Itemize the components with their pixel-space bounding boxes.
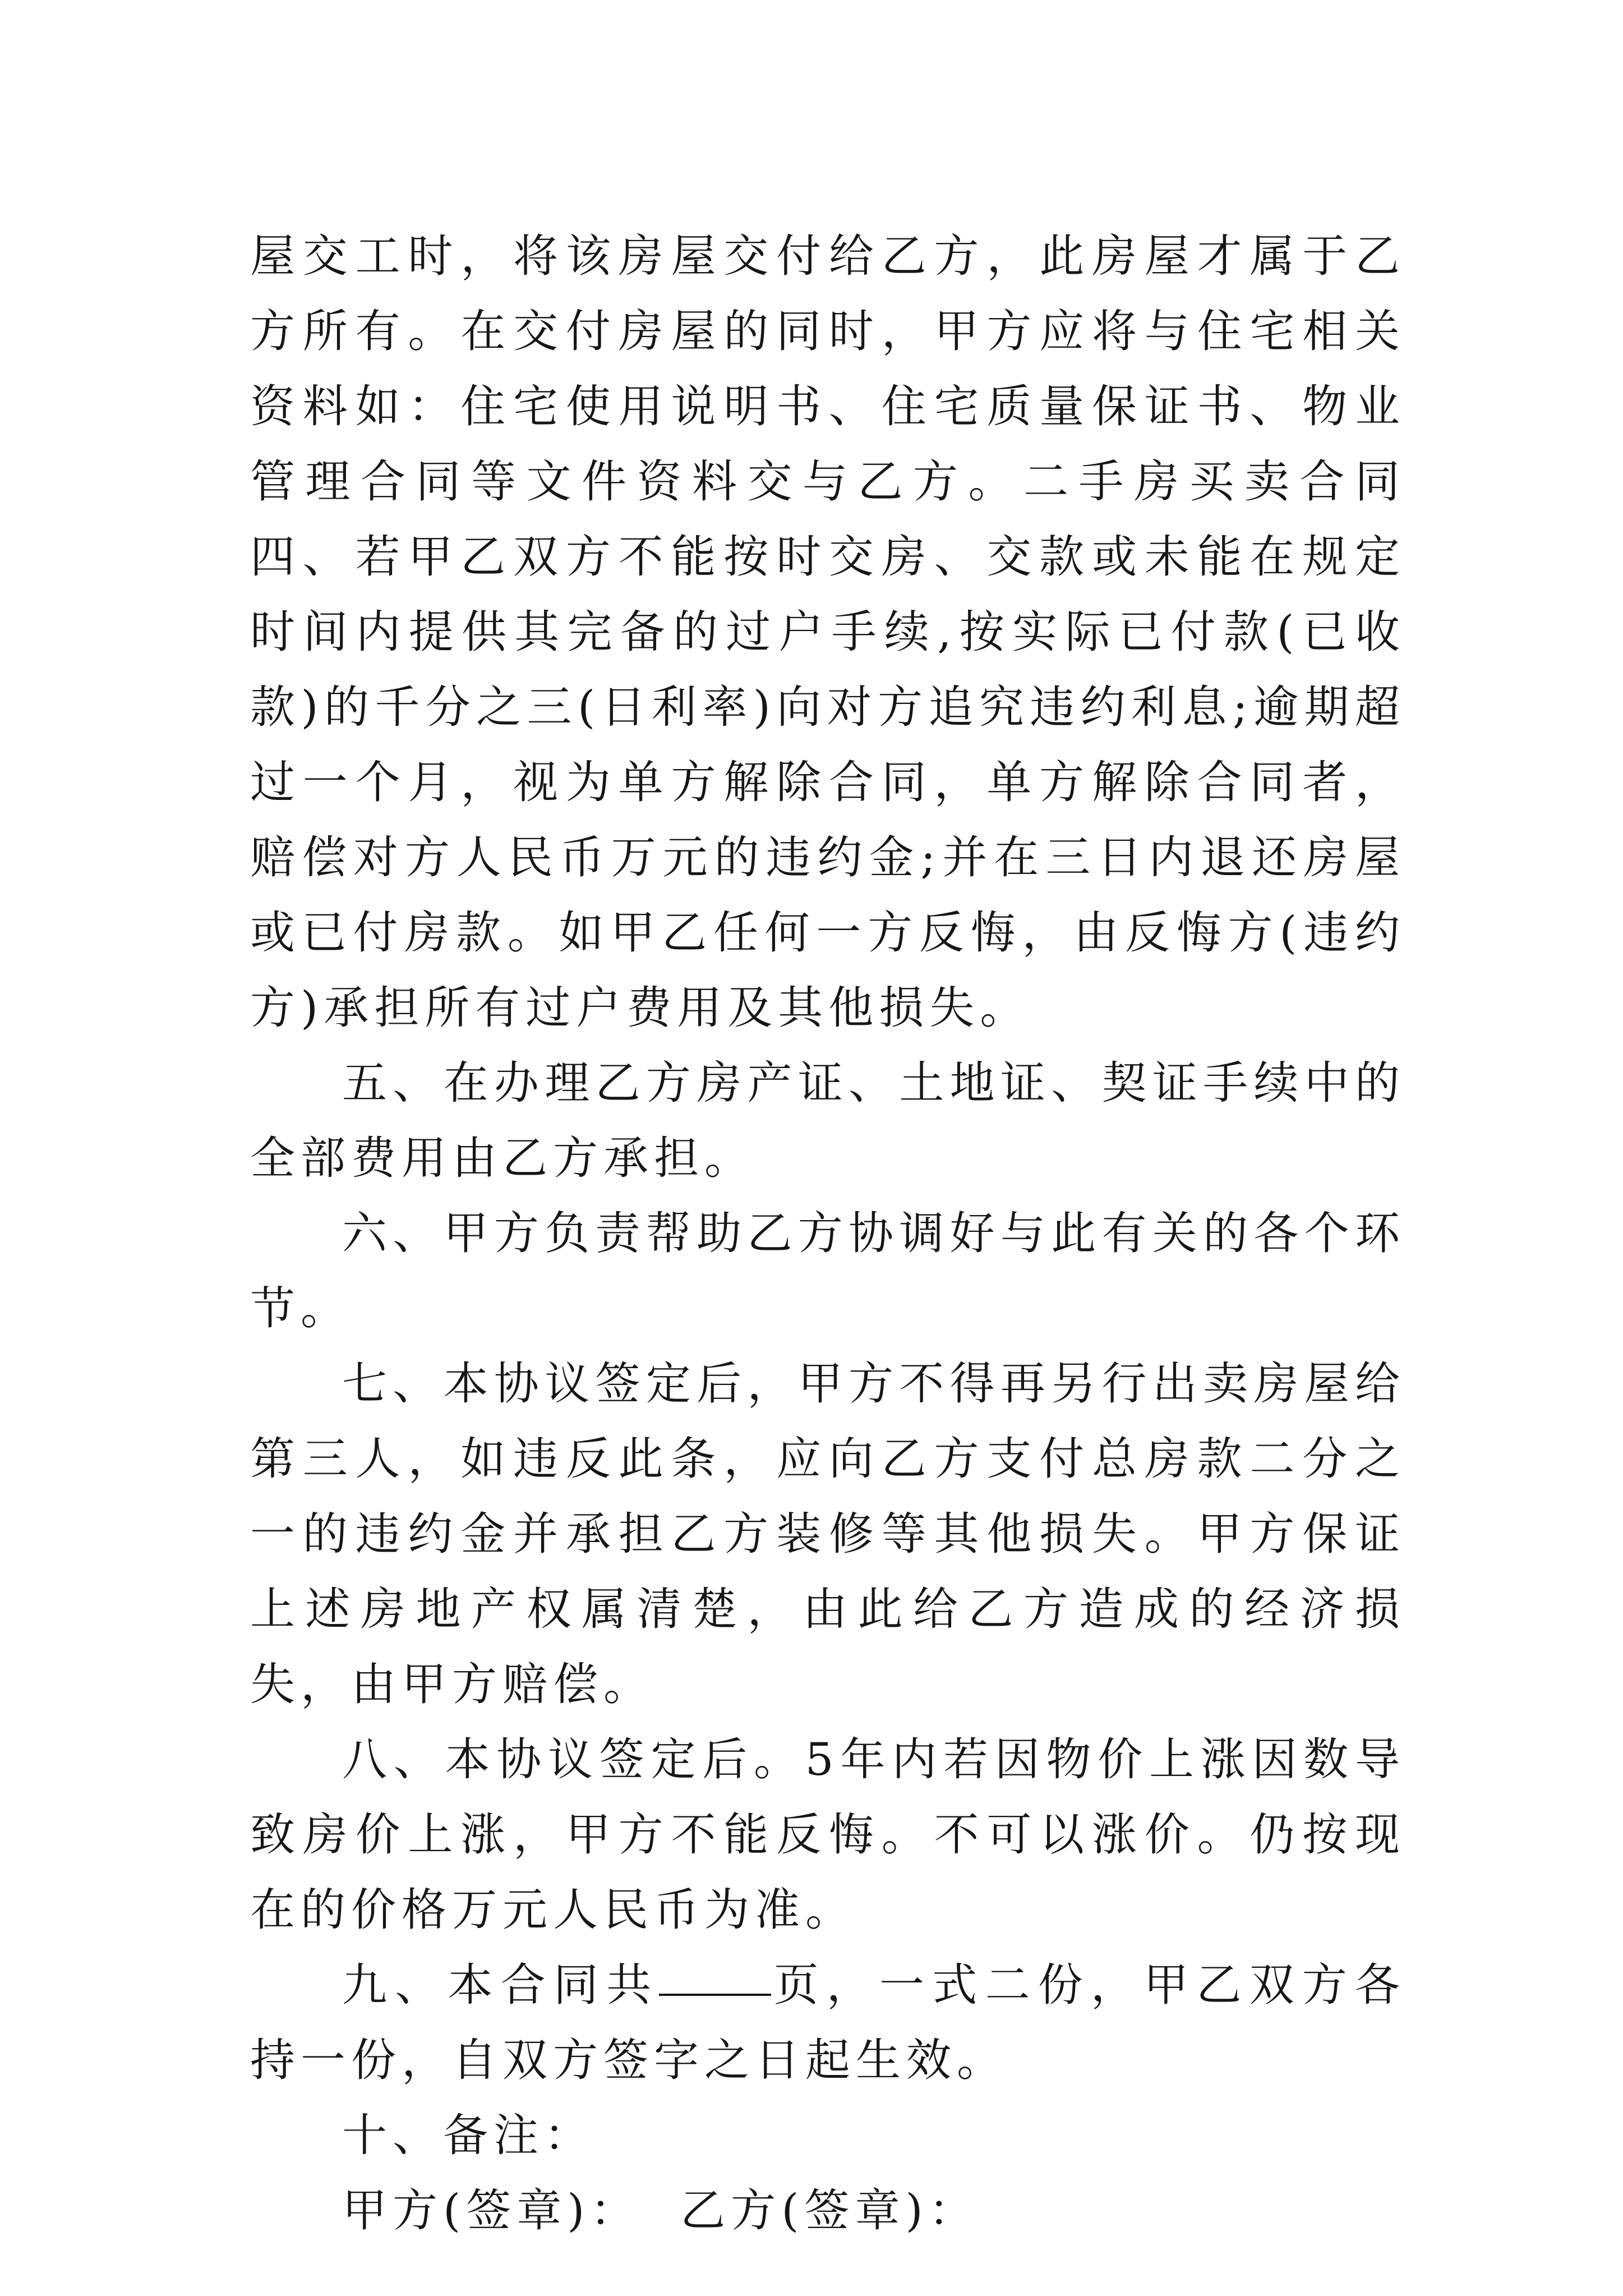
contract-clause-8: 八、本协议签定后。5年内若因物价上涨因数导致房价上涨，甲方不能反悔。不可以涨价。仍按现在的价格万元人民币为准。 — [250, 1733, 1405, 1936]
contract-clause-7: 七、本协议签定后，甲方不得再另行出卖房屋给第三人，如违反此条，应向乙方支付总房款二分之一的违约金并承担乙方装修等其他损失。甲方保证上述房地产权属清楚，由此给乙方造成的经济损失，由甲方赔偿。 — [250, 1358, 1405, 1710]
contract-clause-9 — [250, 1948, 1405, 2098]
clause-9-text-after-blank: 页，一式二份，甲乙双方各持一份，自双方签字之日起生效。 — [250, 1959, 1406, 2086]
contract-paragraph-continuation: 屋交工时，将该房屋交付给乙方，此房屋才属于乙方所有。在交付房屋的同时，甲方应将与住宅相关资料如：住宅使用说明书、住宅质量保证书、物业管理合同等文件资料交与乙方。二手房买卖合同四、若甲乙双方不能按时交房、交款或未能在规定时间内提供其完备的过户手续,按实际已付款(已收款)的千分之三(日利率)向对方追究违约利息;逾期超过一个月，视为单方解除合同，单方解除合同者，赔偿对方人民币万元的违约金;并在三日内退还房屋或已付房款。如甲乙任何一方反悔，由反悔方(违约方)承担所有过户费用及其他损失。 — [250, 230, 1405, 1034]
contract-body — [250, 219, 1405, 2248]
contract-clause-6: 六、甲方负责帮助乙方协调好与此有关的各个环节。 — [250, 1207, 1405, 1335]
party-a-signature-label: 甲方(签章)： — [342, 2184, 641, 2237]
page-count-blank — [659, 1994, 771, 1996]
party-b-signature-label: 乙方(签章)： — [680, 2184, 979, 2237]
clause-9-text-before-blank: 九、本合同共 — [342, 1959, 660, 2011]
signature-line — [250, 2173, 1405, 2248]
contract-clause-5: 五、在办理乙方房产证、土地证、契证手续中的全部费用由乙方承担。 — [250, 1057, 1405, 1184]
contract-clause-10: 十、备注： — [342, 2109, 594, 2161]
